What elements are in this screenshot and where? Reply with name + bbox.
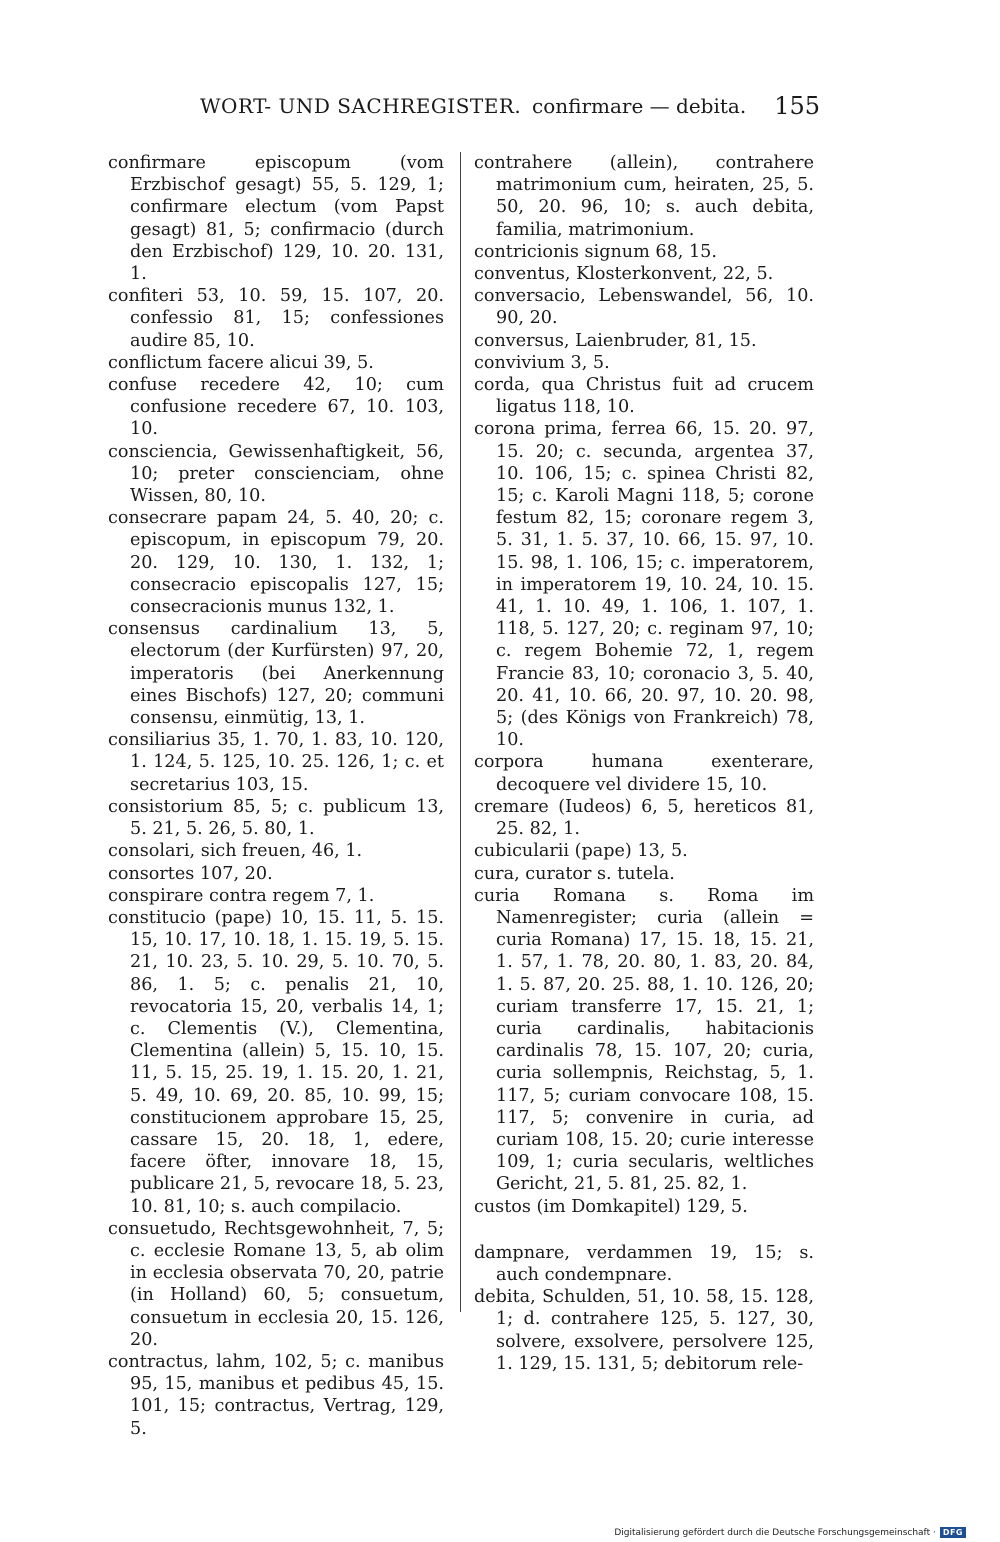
index-entry: corpora humana exenterare, decoquere vel dividere 15, 10. xyxy=(474,752,814,795)
index-entry: curia Romana s. Roma im Namenregister; curia (allein = curia Romana) 17, 15. 18, 15. 21, 1. 57, 1. 78, 20. 80, 1. 83, 20. 84, 1. 5. 87, 20. 25. 88, 1. 10. 126, 20; curiam transferre 17, 15. 21, 1; curia cardinalis, habitacionis cardinalis 78, 15. 107, 20; curia, curia sollempnis, Reichstag, 5, 1. 117, 5; curiam convocare 108, 15. 117, 5; convenire in curia, ad curiam 108, 15. 20; curie interesse 109, 1; curia secularis, weltliches Gericht, 21, 5. 81, 25. 82, 1. xyxy=(474,885,814,1195)
page-number: 155 xyxy=(774,92,820,120)
index-entry: consecrare papam 24, 5. 40, 20; c. episcopum, in episcopum 79, 20. 20. 129, 10. 130, 1. 132, 1; consecracio episcopalis 127, 15; consecracionis munus 132, 1. xyxy=(108,508,444,618)
index-entry: contrahere (allein), contrahere matrimonium cum, heiraten, 25, 5. 50, 20. 96, 10; s. auch debita, familia, matrimonium. xyxy=(474,153,814,240)
index-entry: conventus, Klosterkonvent, 22, 5. xyxy=(474,264,774,285)
index-entry: constitucio (pape) 10, 15. 11, 5. 15. 15, 10. 17, 10. 18, 1. 15. 19, 5. 15. 21, 10. 23, 5. 10. 29, 5. 10. 70, 5. 86, 1. 5; c. penalis 21, 10, revocatoria 15, 20, verbalis 14, 1; c. Clementis (V.), Clementina, Clementina (allein) 5, 15. 10, 15. 11, 5. 15, 25. 19, 1. 15. 20, 1. 21, 5. 49, 10. 69, 20. 85, 10. 99, 15; constitucionem approbare 15, 25, cassare 15, 20. 18, 1, edere, facere öfter, innovare 18, 15, publicare 21, 5, revocare 18, 5. 23, 10. 81, 10; s. auch compilacio. xyxy=(108,907,444,1217)
index-entry: conspirare contra regem 7, 1. xyxy=(108,885,375,906)
index-entry: cremare (Iudeos) 6, 5, hereticos 81, 25. 82, 1. xyxy=(474,796,814,840)
digitization-footer xyxy=(614,1527,966,1538)
index-entry: conversus, Laienbruder, 81, 15. xyxy=(474,330,757,351)
index-entry: conversacio, Lebenswandel, 56, 10. 90, 20. xyxy=(474,286,814,329)
header-entry-range: confirmare — debita. xyxy=(532,94,747,118)
index-entry: conflictum facere alicui 39, 5. xyxy=(108,352,374,373)
left-column xyxy=(108,152,444,1440)
index-entry-d-section: dampnare, verdammen 19, 15; s. auch condempnare. xyxy=(474,1242,814,1285)
right-column xyxy=(474,152,814,1375)
index-entry: consolari, sich freuen, 46, 1. xyxy=(108,841,363,862)
index-entry: contricionis signum 68, 15. xyxy=(474,241,717,262)
index-entry: cubicularii (pape) 13, 5. xyxy=(474,841,688,862)
index-entry: cura, curator s. tutela. xyxy=(474,863,675,884)
index-entry: consciencia, Gewissenhaftigkeit, 56, 10; preter conscienciam, ohne Wissen, 80, 10. xyxy=(108,441,444,507)
index-entry: confiteri 53, 10. 59, 15. 107, 20. confessio 81, 15; confessiones audire 85, 10. xyxy=(108,286,444,351)
index-entry: consortes 107, 20. xyxy=(108,863,273,884)
dfg-logo: DFG xyxy=(940,1527,966,1538)
running-header xyxy=(200,94,820,128)
index-entry: confuse recedere 42, 10; cum confusione recedere 67, 10. 103, 10. xyxy=(108,375,444,440)
index-entry: consistorium 85, 5; c. publicum 13, 5. 21, 5. 26, 5. 80, 1. xyxy=(108,796,444,840)
header-title: WORT- UND SACHREGISTER. xyxy=(200,94,522,118)
index-entry: contractus, lahm, 102, 5; c. manibus 95, 15, manibus et pedibus 45, 15. 101, 15; contractus, Vertrag, 129, 5. xyxy=(108,1351,444,1439)
index-entry: convivium 3, 5. xyxy=(474,352,610,373)
index-entry: consiliarius 35, 1. 70, 1. 83, 10. 120, 1. 124, 5. 125, 10. 25. 126, 1; c. et secretarius 103, 15. xyxy=(108,730,444,795)
index-entry: consuetudo, Rechtsgewohnheit, 7, 5; c. ecclesie Romane 13, 5, ab olim in ecclesia observata 70, 20, patrie (in Holland) 60, 5; consuetum, consuetum in ecclesia 20, 15. 126, 20. xyxy=(108,1218,444,1350)
index-entry: custos (im Domkapitel) 129, 5. xyxy=(474,1196,748,1217)
index-entry: confirmare episcopum (vom Erzbischof gesagt) 55, 5. 129, 1; confirmare electum (vom Papst gesagt) 81, 5; confirmacio (durch den Erzbischof) 129, 10. 20. 131, 1. xyxy=(108,153,444,285)
index-entry: debita, Schulden, 51, 10. 58, 15. 128, 1; d. contrahere 125, 5. 127, 30, solvere, exsolvere, persolvere 125, 1. 129, 15. 131, 5; debitorum rele- xyxy=(474,1287,814,1374)
index-entry: corona prima, ferrea 66, 15. 20. 97, 15. 20; c. secunda, argentea 37, 10. 106, 15; c. spinea Christi 82, 15; c. Karoli Magni 118, 5; corone festum 82, 15; coronare regem 3, 5. 31, 1. 5. 37, 10. 66, 15. 97, 10. 15. 98, 1. 106, 15; c. imperatorem, in imperatorem 19, 10. 24, 10. 15. 41, 1. 10. 49, 1. 106, 1. 107, 1. 118, 5. 127, 20; c. reginam 97, 10; c. regem Bohemie 72, 1, regem Francie 83, 10; coronacio 3, 5. 40, 20. 41, 10. 66, 20. 97, 10. 20. 98, 5; (des Königs von Frankreich) 78, 10. xyxy=(474,419,814,751)
index-entry: corda, qua Christus fuit ad crucem ligatus 118, 10. xyxy=(474,375,814,418)
column-divider xyxy=(460,152,461,1312)
footer-credit: Digitalisierung gefördert durch die Deutsche Forschungsgemeinschaft · xyxy=(614,1527,936,1538)
index-entry: consensus cardinalium 13, 5, electorum (der Kurfürsten) 97, 20, imperatoris (bei Anerkennung eines Bischofs) 127, 20; communi consensu, einmütig, 13, 1. xyxy=(108,619,444,729)
